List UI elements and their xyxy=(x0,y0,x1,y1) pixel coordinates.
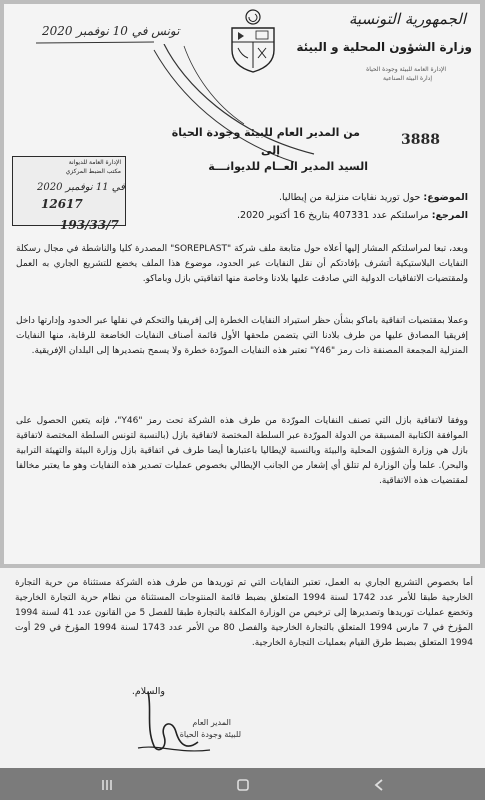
subject-label: الموضوع: xyxy=(423,192,468,203)
received-stamp xyxy=(12,156,126,226)
nav-menu-icon[interactable] xyxy=(100,777,114,791)
ministry-department: الإدارة العامة للبيئة وجودة الحياة xyxy=(366,66,446,73)
signature-title-2: للبيئة وجودة الحياة xyxy=(179,730,241,739)
stamp-number-2: 193/33/7 xyxy=(60,218,119,232)
body-paragraph-3: ووفقا لاتفاقية بازل التي تصنف النفايات المورّدة من طرف هذه الشركة تحت رمز "Y46"، فإنه يتعين الحصول على الموافقة الكتابية المسبقة من الدولة المورّدة عبر السلطة المختصة لاتفاقية بازل (بالنسبة لتونس السلطة المختصة لاتفاقية بازل هي وزارة الشؤون المحلية والبيئة وبالنسبة لإيطاليا باعتبارها أيضا طرف في اتفاقية بازل وزارة البيئة والتهيئة الترابية والبحر). علما وأن الوزارة لم تتلق أي إشعار من الجانب الإيطالي بخصوص عمليات تصدير هذه النفايات وهو ما يعتبر مخالفا لمقتضيات هذه الاتفاقية. xyxy=(16,416,468,486)
nav-home-icon[interactable] xyxy=(236,777,250,791)
signature-title-1: المدير العام xyxy=(192,718,231,727)
subject-text: حول توريد نفايات منزلية من إيطاليا. xyxy=(278,192,421,203)
reference-label: المرجع: xyxy=(431,210,468,221)
document-page-2 xyxy=(0,568,485,768)
ministry-header: وزارة الشؤون المحلية و البيئة xyxy=(296,40,472,54)
handwritten-date: تونس في 10 نوفمبر 2020 xyxy=(42,24,180,38)
stamp-title: الإدارة العامة للديوانة xyxy=(68,159,121,166)
body-paragraph-2: وعملا بمقتضيات اتفاقية باماكو بشأن حظر استيراد النفايات الخطرة إلى إفريقيا والتحكم في نقلها عبر الحدود وإدارتها داخل إفريقيا المصادق عليها من طرف بلادنا التي يتضمن ملحقها الأول قائمة أصناف النفايات الخاضعة للرقابة، منها النفايات المنزلية المجمعة المصنفة ذات رمز "Y46" تعتبر هذه النفايات المورّدة خطرة ولا يسمح بتصديرها إلى البلدان الإفريقية. xyxy=(16,316,468,356)
republic-header: الجمهورية التونسية xyxy=(348,10,466,28)
document-page-1 xyxy=(4,4,480,564)
subject-row xyxy=(279,192,468,203)
system-navigation-bar xyxy=(0,768,485,800)
stamp-subtitle: مكتب الضبط المركزي xyxy=(65,168,121,175)
nav-back-icon[interactable] xyxy=(372,777,386,791)
closing-line: والسلام. xyxy=(131,686,165,697)
stamp-date: في 11 نوفمبر 2020 xyxy=(37,182,125,193)
to-line: إلى xyxy=(260,144,280,157)
reference-text: مراسلتكم عدد 407331 بتاريخ 16 أكتوبر 2020. xyxy=(237,210,429,221)
reference-row xyxy=(237,210,468,221)
recipient-line: السيد المدير العــام للديوانـــة xyxy=(208,160,368,173)
reference-number: 3888 xyxy=(401,132,440,148)
ministry-directorate: إدارة البيئة الصناعية xyxy=(383,75,432,82)
stamp-number-1: 12617 xyxy=(41,197,83,211)
body-paragraph-1: وبعد، تبعا لمراسلتكم المشار إليها أعلاه حول متابعة ملف شركة "SOREPLAST" المصدرة كليا والناشطة في مجال رسكلة النفايات البلاستيكية أتشرف بإفادتكم أن نقل النفايات عبر الحدود، موضوع هذا الملف يخضع للتشريع الجاري به العمل ولمقتضيات الاتفاقيات الدولية التي صادقت عليها بلادنا وخاصة منها اتفاقيتي بازل وباماكو. xyxy=(16,244,468,284)
pen-annotation-strokes xyxy=(124,44,324,164)
sender-line: من المدير العام للبيئة وجودة الحياة xyxy=(171,126,360,139)
body-paragraph-4: أما بخصوص التشريع الجاري به العمل، تعتبر النفايات التي تم توريدها من طرف هذه الشركة مستثناة من حرية التجارة الخارجية طبقا للأمر عدد 1742 لسنة 1994 المتعلق بضبط قائمة المنتوجات المستثناة من نظام حرية التجارة الخارجية وتخضع عمليات توريدها وتصديرها إلى ترخيص من الوزارة المكلفة بالتجارة طبقا للفصل 5 من القانون عدد 41 لسنة 1994 المؤرخ في 7 مارس 1994 المتعلق بالتجارة الخارجية والفصل 80 من الأمر عدد 1743 لسنة 1994 المؤرخ في 29 أوت 1994 المتعلق بضبط طرق القيام بعمليات التجارة الخارجية. xyxy=(15,578,473,648)
